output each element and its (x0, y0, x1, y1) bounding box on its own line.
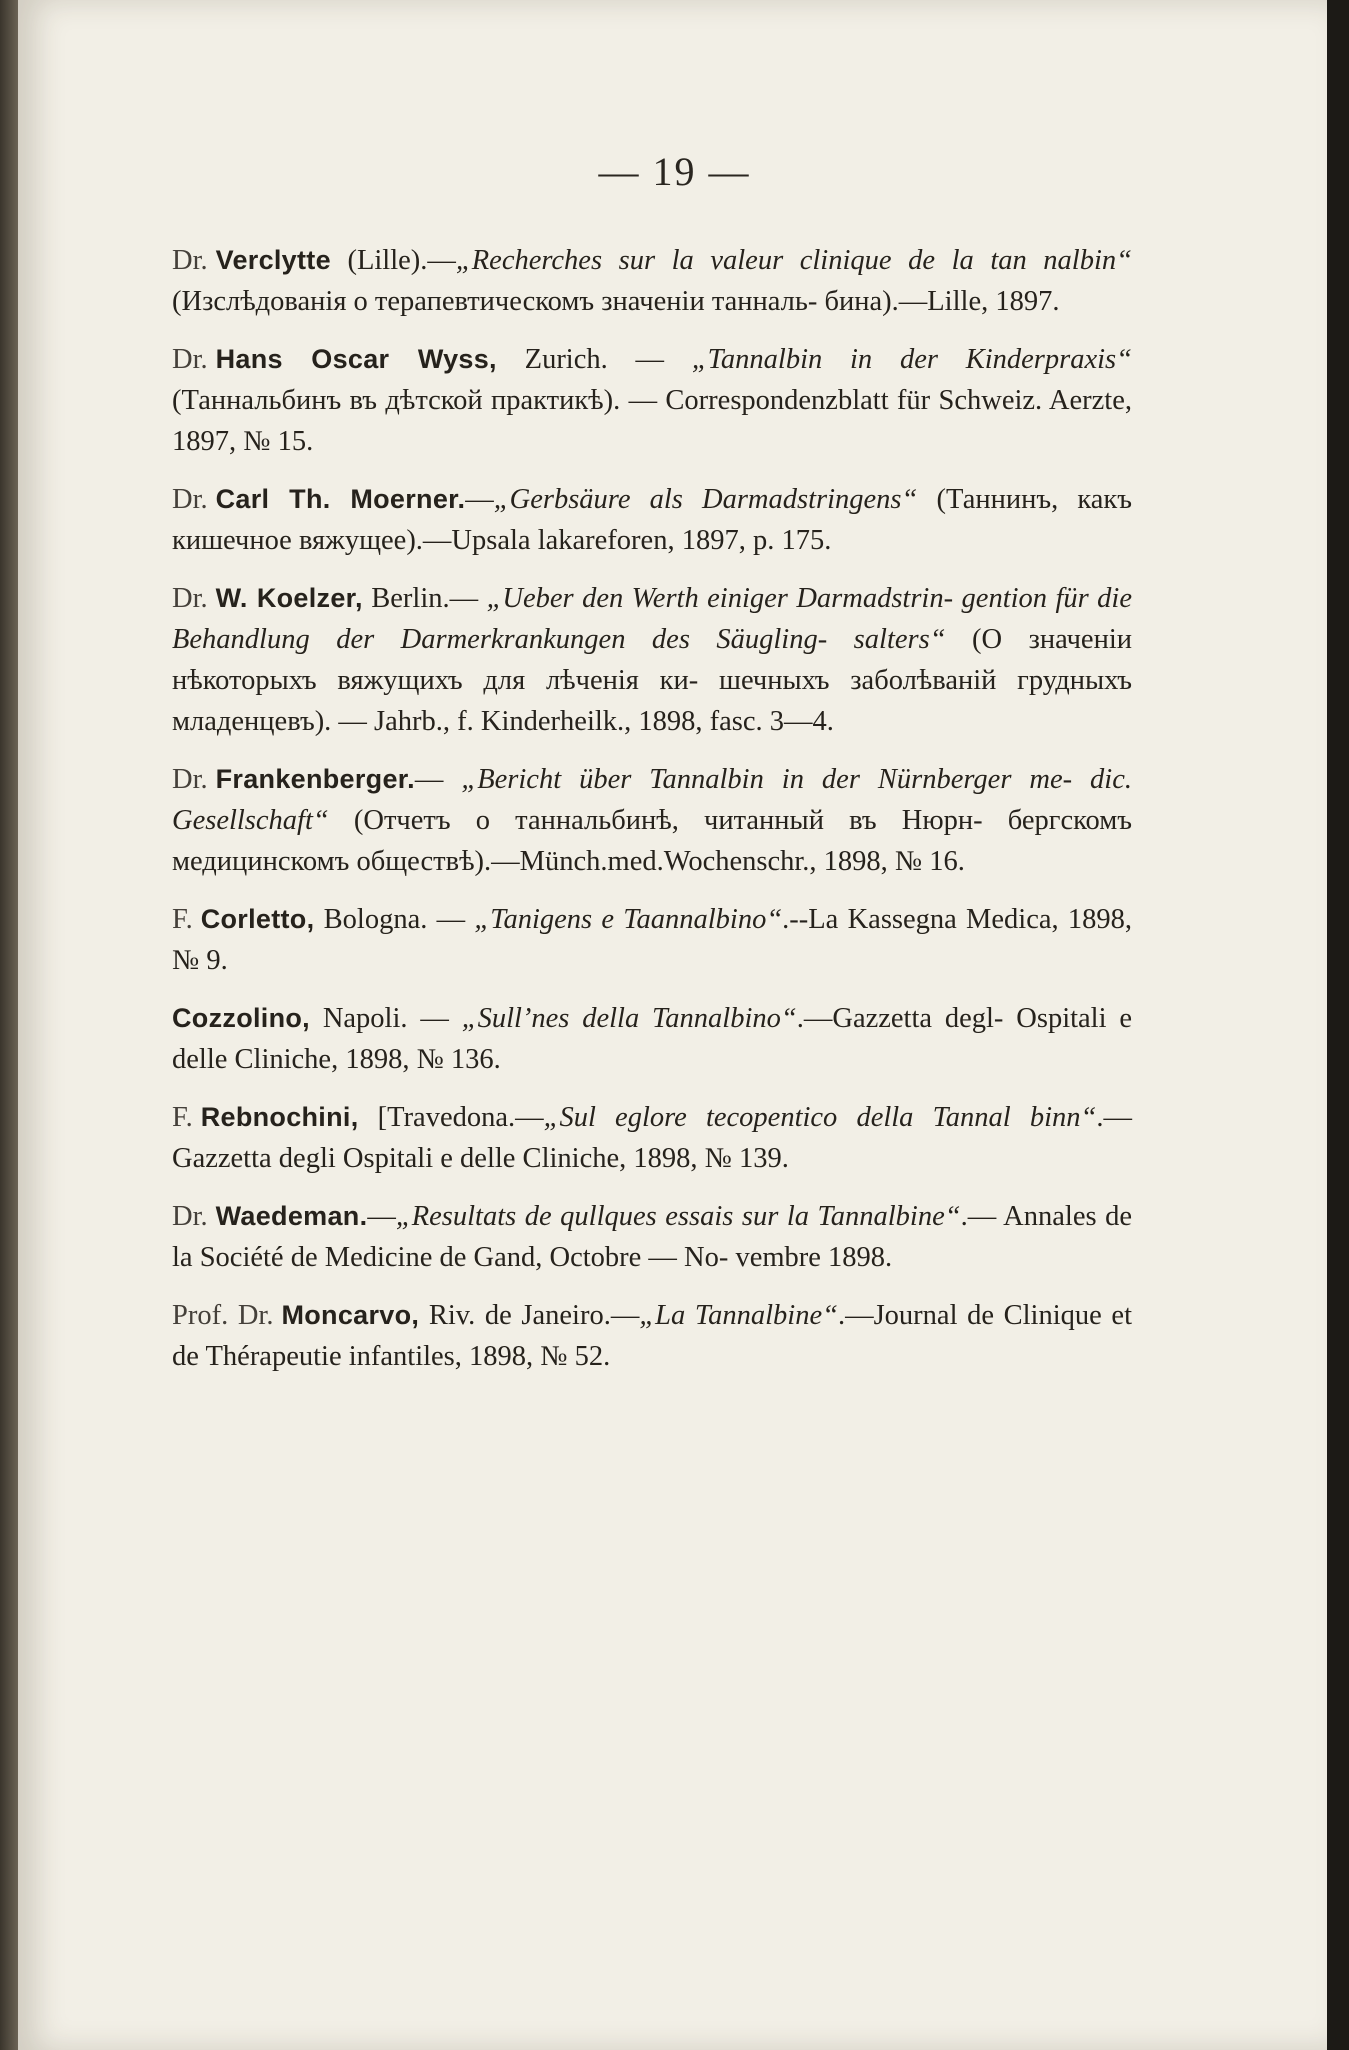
entry-prefix: Dr. (172, 764, 208, 795)
bibliography-entry (172, 240, 1132, 322)
page-right-edge (1327, 0, 1349, 2050)
entry-details: (Таннинъ, какъ кишечное вяжущее).—Upsala lakareforen, 1897, p. 175. (172, 484, 1133, 556)
bibliography-entry (172, 578, 1132, 742)
entry-author: Waedeman. (215, 1201, 368, 1231)
entry-details: (Отчетъ о таннальбинѣ, читанный въ Нюрн- бергскомъ медицинскомъ обществѣ).—Münch.med.Wochenschr., 1898, № 16. (172, 805, 1132, 877)
entry-prefix: F. (172, 904, 193, 935)
bibliography-entry (172, 759, 1132, 882)
entry-place: Berlin.— (371, 583, 487, 614)
entry-prefix: F. (172, 1102, 193, 1133)
bibliography-entry (172, 1196, 1132, 1278)
entry-author: Rebnochini, (200, 1102, 359, 1132)
entry-author: Carl Th. Moerner. (215, 484, 466, 514)
entry-prefix: Dr. (172, 583, 208, 614)
entry-place: — (414, 764, 462, 795)
entry-place: Napoli. — (322, 1003, 462, 1034)
bibliography-entry (172, 339, 1132, 462)
page-number: — 19 — (598, 149, 751, 194)
entry-title: „Tannalbin in der Kinderpraxis“ (691, 344, 1132, 375)
entry-author: Corletto, (200, 904, 315, 934)
bibliography-entry (172, 1295, 1132, 1377)
entry-details: (Таннальбинъ въ дѣтской практикѣ). — Correspondenzblatt für Schweiz. Aerzte, 1897, № 15. (172, 385, 1132, 457)
entry-place: — (465, 484, 494, 515)
entry-place: Zurich. — (524, 344, 692, 375)
bibliography-list (172, 240, 1132, 1394)
entry-details: .—Journal de Clinique et de Thérapeutie infantiles, 1898, № 52. (172, 1300, 1132, 1372)
entry-title: „La Tannalbine“ (639, 1300, 838, 1331)
entry-prefix: Dr. (172, 484, 208, 515)
entry-details: (Изслѣдованія о терапевтическомъ значеніи танналь- бина).—Lille, 1897. (172, 286, 1060, 317)
entry-details: .—Gazzetta degli Ospitali e delle Cliniche, 1898, № 139. (172, 1102, 1133, 1174)
entry-author: W. Koelzer, (215, 583, 363, 613)
entry-details: (О значеніи нѣкоторыхъ вяжущихъ для лѣченія ки- шечныхъ заболѣваній грудныхъ младенцевъ). — Jahrb., f. Kinderheilk., 1898, fasc. 3—4. (172, 624, 1132, 737)
entry-author: Frankenberger. (215, 764, 415, 794)
entry-author: Hans Oscar Wyss, (215, 344, 497, 374)
entry-details: .--La Kassegna Medica, 1898, № 9. (172, 904, 1132, 976)
entry-title: „Ueber den Werth einiger Darmadstrin- gention für die Behandlung der Darmerkrankungen des Säugling- salters“ (172, 583, 1133, 655)
entry-place: [Travedona.— (377, 1102, 544, 1133)
entry-place: Bologna. — (323, 904, 475, 935)
entry-author: Cozzolino, (172, 1003, 310, 1033)
entry-details: .—Gazzetta degl- Ospitali e delle Cliniche, 1898, № 136. (172, 1003, 1133, 1075)
entry-author: Verclytte (215, 245, 331, 275)
entry-title: „Resultats de qullques essais sur la Tannalbine“ (395, 1201, 961, 1232)
entry-place: Riv. de Janeiro.— (428, 1300, 640, 1331)
entry-title: „Tanigens e Taannalbino“ (474, 904, 783, 935)
entry-title: „Bericht über Tannalbin in der Nürnberger me- dic. Gesellschaft“ (172, 764, 1132, 836)
entry-title: „Sul eglore tecopentico della Tannal binn“ (543, 1102, 1097, 1133)
entry-prefix: Dr. (172, 245, 208, 276)
entry-title: „Recherches sur la valeur clinique de la tan nalbin“ (455, 245, 1132, 276)
page-left-edge (0, 0, 18, 2050)
bibliography-entry (172, 1097, 1132, 1179)
bibliography-entry (172, 479, 1132, 561)
entry-prefix: Dr. (172, 1201, 208, 1232)
entry-place: — (367, 1201, 396, 1232)
bibliography-entry (172, 899, 1132, 981)
entry-title: „Sull’nes della Tannalbino“ (461, 1003, 797, 1034)
entry-prefix: Prof. Dr. (172, 1300, 274, 1331)
entry-title: „Gerbsäure als Darmadstringens“ (493, 484, 918, 515)
entry-details: .— Annales de la Société de Medicine de Gand, Octobre — No- vembre 1898. (172, 1201, 1132, 1273)
entry-place: (Lille).— (347, 245, 456, 276)
bibliography-entry (172, 998, 1132, 1080)
entry-prefix: Dr. (172, 344, 208, 375)
entry-author: Moncarvo, (281, 1300, 420, 1330)
